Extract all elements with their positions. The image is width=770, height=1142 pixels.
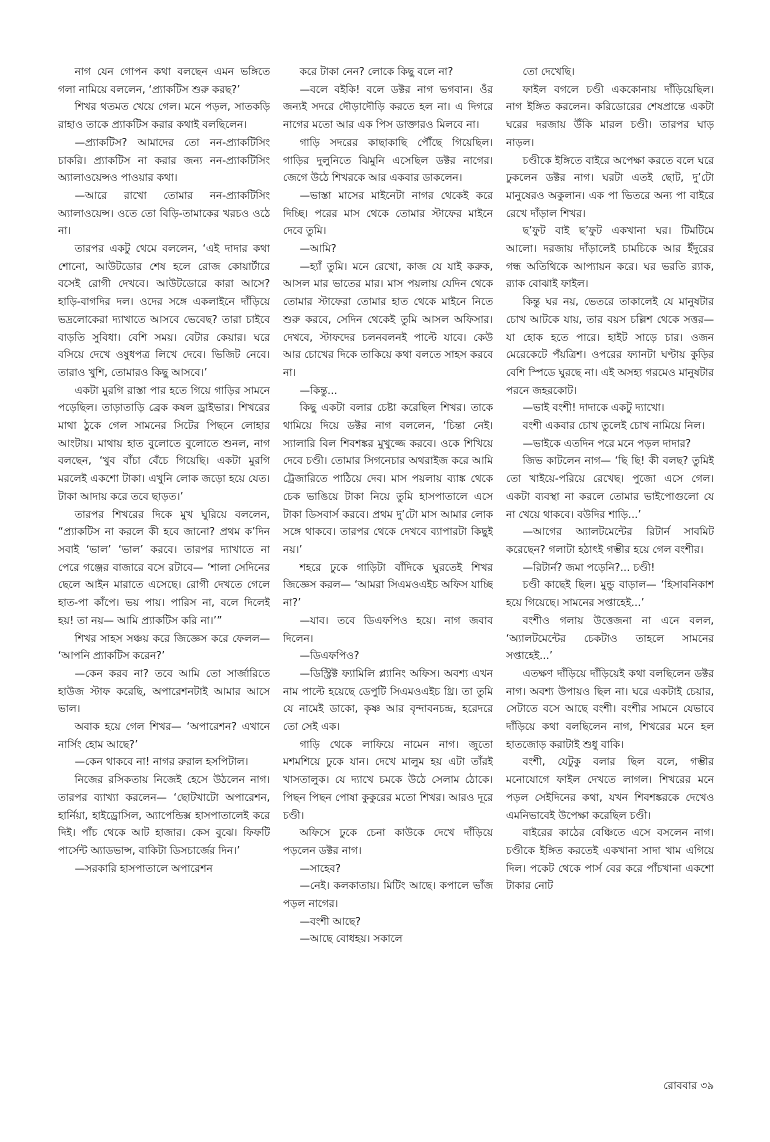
paragraph: একটা মুরগি রাস্তা পার হতে গিয়ে গাড়ির সামনে পড়েছিল। তাড়াতাড়ি ব্রেক কষল ড্রাইভার। শিখরের মাথা ঠুকে গেল সামনের সিটের পিছনে লোহার আংটায়। মাথায় হাত বুলোতে বুলোতে শুনল, নাগ বলছেন, ‘খুব বাঁচা বেঁচে গিয়েছি। একটা মুরগি মরলেই একশো টাকা। এখুনি লোক জড়ো হয়ে যেত। টাকা আদায় করে তবে ছাড়ত।’ [58,384,270,503]
paragraph: —বংশী আছে? [299,915,361,928]
paragraph: —আরে রাখো তোমার নন-প্র্যাকটিসিং অ্যালাওয়েন্স। ওতে তো বিড়ি-তামাকের খরচও ওঠে না। [58,189,270,238]
paragraph: —নেই। কলকাতায়। মিটিং আছে। কপালে ভাঁজ পড়ল নাগের। [283,880,493,911]
paragraph: —ভাইকে এতদিন পরে মনে পড়ল দাদার? [522,437,691,450]
paragraph: বাইরের কাঠের বেঞ্চিতে এসে বসলেন নাগ। চণ্ডীকে ইঙ্গিত করতেই একখানা সাদা খাম এগিয়ে দিল। পকেট থেকে পার্স বের করে পাঁচখানা একশো টাকার নোট [506,827,714,893]
paragraph: —বলে বইকি! বলে ডক্টর নাগ ভগবান। ওঁর জন্যই সদরে দৌড়াদৌড়ি করতে হল না। এ দিগরে নাগের মতো আর এক পিস ডাক্তারও মিলবে না। [283,83,493,132]
paragraph: —যাব। তবে ডিএফপিও হয়ে। নাগ জবাব দিলেন। [283,614,493,645]
paragraph: কিছু একটা বলার চেষ্টা করেছিল শিখর। তাকে থামিয়ে দিয়ে ডক্টর নাগ বললেন, ‘চিন্তা নেই। স্যালারি বিল শিবশঙ্কর মুখুজ্জে করবে। ওকে শিখিয়ে দেবে চণ্ডী। তোমার সিগনেচার অথরাইজ করে আমি ট্রেজারিতে পাঠিয়ে দেব। মাস পয়লায় ব্যাঙ্ক থেকে চেক ভাঙিয়ে টাকা নিয়ে তুমি হাসপাতালে এসে টাকা ডিসবার্স করবে। প্রথম দু’টো মাস আমার লোক সঙ্গে থাকবে। তারপর থেকে দেখবে ব্যাপারটা কিছুই নয়।’ [283,402,493,556]
paragraph: —ডিএফপিও? [299,650,360,663]
paragraph: —কেন করব না? তবে আমি তো সার্জারিতে হাউজ স্টাফ করেছি, অপারেশনটাই আমার আসে ভাল। [58,667,270,716]
paragraph: বংশী, যেটুকু বলার ছিল বলে, গম্ভীর মনোযোগে ফাইল দেখতে লাগল। শিখরের মনে পড়ল সেইদিনের কথা, যখন শিবশঙ্করকে দেখেও এমনিভাবেই উপেক্ষা করেছিল চণ্ডী। [506,756,714,822]
paragraph: —সরকারি হাসপাতালে অপারেশন [74,862,213,875]
text-column-3 [506,64,714,1104]
paragraph: —ভাস্তা মাসের মাইনেটা নাগর থেকেই করে দিচ্ছি। পরের মাস থেকে তোমার স্টাফের মাইনে দেবে তুমি। [283,189,493,238]
paragraph: ফাইল বগলে চণ্ডী এককোনায় দাঁড়িয়েছিল। নাগ ইঙ্গিত করলেন। করিডোরের শেষপ্রান্তে একটা ঘরের দরজায় উঁকি মারল চণ্ডী। তারপর ঘাড় নাড়ল। [506,83,714,149]
paragraph: নাগ যেন গোপন কথা বলছেন এমন ভঙ্গিতে গলা নামিয়ে বললেন, ‘প্র্যাকটিস শুরু করছ?’ [58,66,270,96]
text-column-1 [58,64,270,1104]
paragraph: শিখর সাহস সঞ্চয় করে জিজ্ঞেস করে ফেলল— ‘আপনি প্র্যাকটিস করেন?’ [58,632,270,663]
page-footer: রোববার ৩৯ [663,1080,714,1092]
paragraph: —কিন্তু... [299,384,338,397]
paragraph: —প্র্যাকটিস? আমাদের তো নন-প্র্যাকটিসিং চাকরি। প্র্যাকটিস না করার জন্য নন-প্র্যাকটিসিং অ্যালাওয়েন্সও পাওয়ার কথা। [58,136,270,185]
paragraph: তারপর শিখরের দিকে মুখ ঘুরিয়ে বললেন, “প্র্যাকটিস না করলে কী হবে জানো? প্রথম ক’দিন সবাই ‘ভাল’ ‘ভাল’ করবে। তারপর দ্যাখাতে না পেরে গঞ্জের বাজারে বসে রটাবে— ‘শালা সেদিনের ছেলে আইন মারাতে এসেছে। রোগী দেখতে গেলে হাত-পা কাঁপে। ভয় পায়। পারিস না, বলে দিলেই হয়! তা নয়— আমি প্র্যাকটিস করি না।’” [58,508,270,627]
paragraph: —কেন থাকবে না! নাগর রুরাল হসপিটাল। [74,756,249,769]
paragraph: —ডিস্ট্রিক্ট ফ্যামিলি প্ল্যানিং অফিস। অবশ্য এখন নাম পাল্টে হয়েছে ডেপুটি সিএমওএইচ থ্রি। তা তুমি যে নামেই ডাকো, কৃষ্ণ আর বৃন্দাবনচন্দ্র, হরেদরে তো সেই এক। [283,667,493,734]
paragraph: বংশীও গলায় উত্তেজনা না এনে বলল, ‘অ্যালটমেন্টের চেকটাও তাহলে সামনের সপ্তাহেই...’ [506,614,714,663]
paragraph: চণ্ডীকে ইঙ্গিতে বাইরে অপেক্ষা করতে বলে ঘরে ঢুকলেন ডক্টর নাগ। ঘরটা এতই ছোট, দু’টো মানুষেরও অকুলান। এক পা ভিতরে অন্য পা বাইরে রেখে দাঁড়াল শিখর। [506,154,714,220]
paragraph: —ভাই বংশী! দাদাকে একটু দ্যাখো। [522,402,665,415]
paragraph: নিজের রসিকতায় নিজেই হেসে উঠলেন নাগ। তারপর ব্যাখ্যা করলেন— ‘ছোটখাটো অপারেশন, হার্নিয়া, হাইড্রোসিল, অ্যাপেন্ডিক্স হাসপাতালেই করে দিই। পাঁচ থেকে আট হাজার। কেস বুঝে। ফিফটি পার্সেন্ট অ্যাডভান্স, বাকিটা ডিসচার্জের দিন।’ [58,774,270,857]
paragraph: —সাহেব? [299,862,341,875]
paragraph: এতক্ষণ দাঁড়িয়ে দাঁড়িয়েই কথা বলছিলেন ডক্টর নাগ। অবশ্য উপায়ও ছিল না। ঘরে একটাই চেয়ার, সেটাতে বসে আছে বংশী। বংশীর সামনে যেভাবে দাঁড়িয়ে কথা বলছিলেন নাগ, শিখরের মনে হল হাতজোড় করাটাই শুধু বাকি। [506,667,714,751]
paragraph: —হ্যাঁ তুমি। মনে রেখো, কাজ যে যাই করুক, আসল মার ভাতের মার। মাস পয়লায় যেদিন থেকে তোমার স্টাফেরা তোমার হাত থেকে মাইনে নিতে শুরু করবে, সেদিন থেকেই তুমি আসল অফিসার। দেখবে, স্টাফদের চলনবলনই পাল্টে যাবে। কেউ আর চোখের দিকে তাকিয়ে কথা বলতে সাহস করবে না। [283,260,493,379]
text-column-2 [283,64,493,1104]
paragraph: গাড়ি থেকে লাফিয়ে নামেন নাগ। জুতো মশমশিয়ে ঢুকে যান। দেখে মালুম হয় এটা তাঁরই খাসতালুক। যে দ্যাখে চমকে উঠে সেলাম ঠোকে। পিছন পিছন পোষা কুকুরের মতো শিখর। আরও দূরে চণ্ডী। [283,738,493,822]
paragraph: —আছে বোধহয়। সকালে [299,933,403,946]
paragraph: শহরে ঢুকে গাড়িটা বাঁদিকে ঘুরতেই শিখর জিজ্ঞেস করল— ‘আমরা সিএমওএইচ অফিস যাচ্ছি না?’ [283,561,493,610]
paragraph: শিখর থতমত খেয়ে গেল। মনে পড়ল, সাতকড়ি রাহাও তাকে প্র্যাকটিস করার কথাই বলছিলেন। [58,101,270,132]
paragraph: তারপর একটু থেমে বললেন, ‘এই দাদার কথা শোনো, আউটডোর শেষ হলে রোজ কোয়ার্টারে বসেই রোগী দেখবে। আউটডোরে কারা আসে? হাড়ি-বাগদির দল। ওদের সঙ্গে একলাইনে দাঁড়িয়ে ভদ্রলোকেরা দ্যাখাতে আসবে ভেবেছ? তারা চাইবে বাড়তি সুবিধা। বেশি সময়। বেটার কেয়ার। ঘরে বসিয়ে দেখে ওষুধপত্র লিখে দেবে। ভিজিট নেবে। তারাও খুশি, তোমারও কিছু আসবে।’ [58,243,270,379]
paragraph: —আমি? [299,243,337,256]
paragraph: চণ্ডী কাছেই ছিল। মুন্ডু বাড়াল— ‘হিসাবনিকাশ হয়ে গিয়েছে। সামনের সপ্তাহেই...’ [506,579,714,610]
paragraph: তো দেখেছি। [522,66,575,78]
paragraph: অফিসে ঢুকে চেনা কাউকে দেখে দাঁড়িয়ে পড়লেন ডক্টর নাগ। [283,827,493,857]
paragraph: করে টাকা নেন? লোকে কিছু বলে না? [299,66,454,78]
paragraph: জিভ কাটলেন নাগ— ‘ছি ছি! কী বলছ? তুমিই তো খাইয়ে-পরিয়ে রেখেছ। পুজো এসে গেল। একটা ব্যবস্থা না করলে তোমার ভাইপোগুলো যে না খেয়ে থাকবে। বউদির শাড়ি...’ [506,455,714,521]
paragraph: গাড়ি সদরের কাছাকাছি পৌঁছে গিয়েছিল। গাড়ির দুলুনিতে ঝিমুনি এসেছিল ডক্টর নাগের। জেগে উঠে শিখরকে আর একবার ডাকলেন। [283,136,493,185]
paragraph: বংশী একবার চোখ তুলেই চোখ নামিয়ে নিল। [522,420,705,433]
paragraph: কিন্তু ঘর নয়, ভেতরে তাকালেই যে মানুষটার চোখ আটকে যায়, তার বয়স চল্লিশ থেকে সত্তর— যা হোক হতে পারে। হাইট সাড়ে চার। ওজন মেরেকেটে পঁয়ত্রিশ। ওপরের ফ্যানটা ঘণ্টায় কুড়ির বেশি স্পিডে ঘুরছে না। এই অসহ্য গরমেও মানুষটার পরনে জহরকোট। [506,296,714,397]
paragraph: ছ’ফুট বাই ছ’ফুট একখানা ঘর। টিমটিমে আলো। দরজায় দাঁড়ালেই চামচিকে আর ইঁদুরের গন্ধ অতিথিকে আপ্যায়ন করে। ঘর ভরতি র‍্যাক, র‍্যাক বোঝাই ফাইল। [506,225,714,291]
paragraph: অবাক হয়ে গেল শিখর— ‘অপারেশন? এখানে নার্সিং হোম আছে?’ [58,721,270,751]
paragraph: —আগের অ্যালটমেন্টের রিটার্ন সাবমিট করেছেন? গলাটা হঠাৎই গম্ভীর হয়ে গেল বংশীর। [506,526,714,556]
paragraph: —রিটার্ন? জমা পড়েনি?... চণ্ডী! [522,561,655,574]
